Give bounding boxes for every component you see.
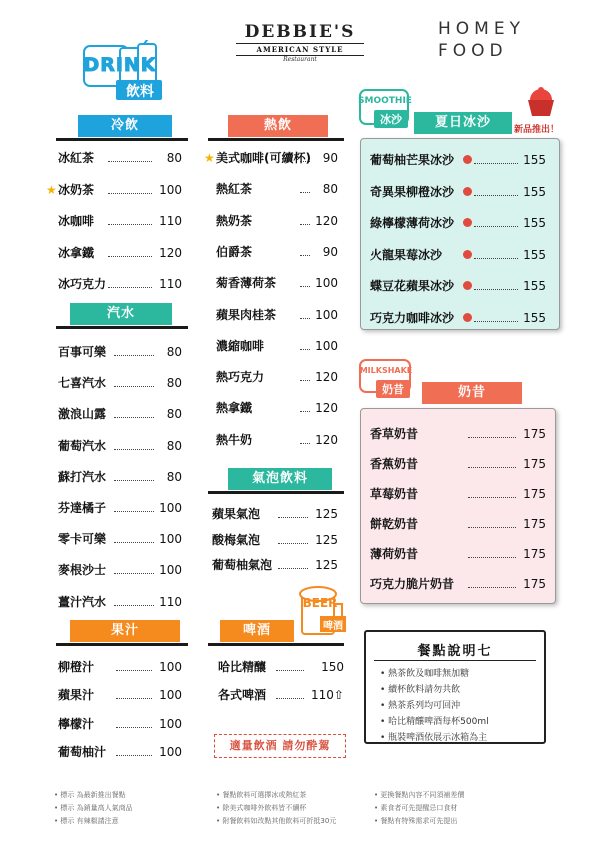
footer-note: • 附餐飲料如改點其他飲料可折抵30元	[216, 817, 337, 825]
divider	[56, 643, 188, 646]
section-smoothie-header: 夏日冰沙	[414, 112, 512, 134]
leader-dots	[116, 670, 152, 671]
menu-item-row	[58, 148, 182, 168]
menu-item-row	[216, 398, 338, 418]
menu-item-row	[370, 150, 546, 170]
menu-item-row	[58, 342, 182, 362]
menu-item-row	[58, 685, 182, 705]
leader-dots	[474, 289, 518, 290]
menu-item-price: 80	[166, 469, 182, 484]
menu-item-name: 美式咖啡(可續杯)	[216, 151, 311, 165]
leader-dots	[114, 542, 154, 543]
leader-dots	[468, 557, 516, 558]
menu-item-price: 110⇧	[311, 688, 344, 702]
menu-item-name: 酸梅氣泡	[212, 532, 261, 547]
beer-logo-cn: 啤酒	[323, 621, 343, 632]
menu-item-name: 七喜汽水	[58, 376, 107, 391]
menu-item-row	[370, 544, 546, 564]
menu-item-price: 110	[159, 277, 182, 291]
milkshake-logo	[356, 346, 416, 402]
leader-dots	[108, 224, 152, 225]
menu-item-row	[58, 657, 182, 677]
footer-note: • 標示 有辣椒請注意	[54, 817, 119, 825]
menu-item-name: 蘇打汽水	[58, 469, 107, 484]
milkshake-logo-text: MILKSHAKE	[359, 366, 413, 375]
menu-item-row	[370, 182, 546, 202]
footer-note: • 標示 為最新推出餐點	[54, 791, 126, 799]
menu-item-row	[370, 213, 546, 233]
menu-item-price: 100	[159, 182, 182, 197]
menu-item-row	[58, 592, 182, 612]
menu-item-price: 80	[322, 182, 338, 197]
menu-item-price: 150	[321, 660, 344, 674]
menu-item-row	[370, 484, 546, 504]
leader-dots	[278, 517, 308, 518]
menu-item-row	[212, 504, 338, 524]
menu-item-price: 100	[315, 307, 338, 322]
menu-item-price: 90	[322, 151, 338, 165]
homey-line1: HOMEY	[438, 19, 525, 39]
leader-dots	[300, 380, 310, 381]
leader-dots	[474, 321, 518, 322]
leader-dots	[300, 411, 310, 412]
menu-item-price: 100	[159, 744, 182, 759]
menu-item-row	[216, 179, 338, 199]
menu-item-price: 80	[166, 376, 182, 391]
drink-logo	[80, 40, 168, 104]
menu-item-price: 80	[166, 345, 182, 359]
menu-item-name: 冰咖啡	[58, 214, 95, 228]
menu-item-row	[216, 367, 338, 387]
menu-item-price: 100	[159, 501, 182, 515]
menu-item-row	[58, 467, 182, 487]
leader-dots	[114, 573, 154, 574]
menu-item-price: 175	[523, 517, 546, 531]
menu-item-row	[370, 574, 546, 594]
menu-item-row	[370, 308, 546, 328]
leader-dots	[116, 755, 152, 756]
note-item: • 續杯飲料請勿共飲	[380, 685, 461, 695]
leader-dots	[116, 727, 152, 728]
divider	[208, 643, 344, 646]
menu-item-name: 蝶豆花蘋果冰沙	[370, 279, 455, 293]
menu-item-price: 155	[523, 153, 546, 167]
leader-dots	[474, 163, 518, 164]
menu-item-row	[58, 529, 182, 549]
menu-item-price: 155	[523, 184, 546, 199]
divider	[374, 660, 536, 661]
menu-item-price: 175	[523, 487, 546, 501]
menu-item-price: 155	[523, 310, 546, 325]
menu-item-name: 葡萄柚汁	[58, 744, 107, 759]
menu-item-price: 120	[159, 245, 182, 260]
drink-logo-text: DRINK	[83, 54, 157, 76]
leader-dots	[474, 258, 518, 259]
new-badge-icon	[463, 250, 472, 259]
menu-item-row	[58, 498, 182, 518]
leader-dots	[468, 527, 516, 528]
menu-item-name: 葡萄柚氣泡	[212, 558, 273, 572]
menu-item-price: 110	[159, 594, 182, 609]
menu-item-price: 100	[315, 338, 338, 353]
new-badge-icon	[463, 187, 472, 196]
new-badge-icon	[463, 155, 472, 164]
drink-responsibly-warning: 適量飲酒 請勿酔駕	[214, 734, 346, 758]
leader-dots	[468, 467, 516, 468]
menu-item-price: 100	[159, 532, 182, 547]
menu-item-row	[58, 274, 182, 294]
menu-item-price: 110	[159, 214, 182, 228]
menu-item-name: 檸檬汁	[58, 716, 95, 731]
menu-item-name: 葡萄汽水	[58, 438, 107, 453]
new-item-label: 新品推出！	[514, 125, 560, 135]
menu-item-name: 蘋果汁	[58, 688, 95, 703]
brand-subtitle: AMERICAN STYLE	[236, 43, 364, 56]
leader-dots	[300, 318, 310, 319]
menu-item-row	[370, 276, 546, 296]
menu-item-price: 100	[315, 276, 338, 291]
leader-dots	[108, 161, 152, 162]
menu-item-name: 蘋果肉桂茶	[216, 307, 277, 322]
leader-dots	[108, 193, 152, 194]
menu-item-price: 125	[315, 507, 338, 521]
menu-item-name: 冰拿鐵	[58, 245, 95, 260]
leader-dots	[300, 224, 310, 225]
menu-item-name: 薄荷奶昔	[370, 547, 419, 561]
milkshake-logo-cn: 奶昔	[382, 383, 404, 396]
leader-dots	[300, 443, 310, 444]
menu-item-row	[58, 436, 182, 456]
menu-item-name: 各式啤酒	[218, 688, 267, 702]
beer-logo	[296, 584, 348, 638]
menu-item-price: 90	[322, 244, 338, 259]
note-item: • 熱茶飲及咖啡無加糖	[380, 669, 470, 679]
menu-item-price: 120	[315, 370, 338, 385]
notes-box	[364, 630, 546, 744]
menu-item-row	[58, 404, 182, 424]
menu-item-name: 熱牛奶	[216, 432, 253, 447]
menu-item-name: 綠檸檬薄荷冰沙	[370, 216, 455, 230]
star-icon: ★	[46, 182, 57, 197]
leader-dots	[300, 161, 310, 162]
leader-dots	[300, 286, 310, 287]
menu-item-price: 155	[523, 216, 546, 230]
menu-item-row	[370, 245, 546, 265]
menu-item-row	[218, 685, 344, 705]
leader-dots	[278, 568, 308, 569]
menu-item-row	[216, 211, 338, 231]
menu-item-price: 155	[523, 279, 546, 293]
brand-logo	[226, 22, 374, 63]
smoothie-logo-cn: 冰沙	[380, 113, 402, 126]
menu-item-row	[58, 714, 182, 734]
leader-dots	[108, 256, 152, 257]
menu-item-name: 熱巧克力	[216, 370, 265, 385]
menu-item-row	[370, 514, 546, 534]
menu-item-price: 125	[315, 532, 338, 547]
menu-item-name: 巧克力咖啡冰沙	[370, 310, 455, 325]
menu-item-name: 香草奶昔	[370, 427, 419, 441]
menu-item-name: 零卡可樂	[58, 532, 107, 547]
footer-note: • 更換餐點內容不同須補差價	[374, 791, 465, 799]
menu-item-name: 芬達橘子	[58, 501, 107, 515]
menu-item-row	[204, 148, 338, 168]
menu-item-row	[58, 742, 182, 762]
section-milkshake-header: 奶昔	[422, 382, 522, 404]
section-hot-header: 熱飲	[228, 115, 328, 137]
leader-dots	[468, 437, 516, 438]
new-badge-icon	[463, 281, 472, 290]
menu-item-row	[370, 454, 546, 474]
menu-item-row	[212, 555, 338, 575]
brand-tagline: Restaurant	[283, 56, 317, 63]
homey-food-logo	[438, 18, 546, 62]
menu-item-price: 155	[523, 247, 546, 262]
menu-item-name: 柳橙汁	[58, 660, 95, 674]
menu-item-name: 巧克力脆片奶昔	[370, 577, 455, 591]
menu-item-name: 香蕉奶昔	[370, 457, 419, 471]
leader-dots	[114, 605, 154, 606]
menu-item-price: 175	[523, 547, 546, 561]
menu-item-price: 80	[166, 151, 182, 165]
section-cold-header: 冷飲	[78, 115, 172, 137]
footer-note: • 餐點飲料可選擇冰或熱紅茶	[216, 791, 307, 799]
note-item: • 哈比精釀啤酒每杯500ml	[380, 717, 489, 727]
menu-item-row	[58, 243, 182, 263]
menu-item-price: 120	[315, 213, 338, 228]
leader-dots	[300, 192, 310, 193]
menu-item-row	[216, 273, 338, 293]
leader-dots	[114, 449, 154, 450]
divider	[56, 138, 188, 141]
leader-dots	[300, 349, 310, 350]
menu-item-name: 葡萄柚芒果冰沙	[370, 153, 455, 167]
menu-item-name: 熱奶茶	[216, 213, 253, 228]
menu-item-name: 哈比精釀	[218, 660, 267, 674]
menu-item-price: 120	[315, 401, 338, 416]
menu-item-row	[370, 424, 546, 444]
leader-dots	[114, 480, 154, 481]
beer-logo-text: BEER	[302, 596, 338, 610]
leader-dots	[278, 543, 308, 544]
footer-note: • 餐點有特殊需求可先提出	[374, 817, 458, 825]
star-icon: ★	[204, 151, 215, 165]
leader-dots	[114, 417, 154, 418]
menu-item-name: 濃縮咖啡	[216, 338, 265, 353]
menu-item-price: 125	[315, 558, 338, 572]
notes-title: 餐點說明七	[417, 644, 493, 659]
menu-item-name: 冰巧克力	[58, 277, 107, 291]
menu-item-name: 餅乾奶昔	[370, 517, 419, 531]
menu-item-row	[216, 430, 338, 450]
new-badge-icon	[463, 313, 472, 322]
menu-item-price: 175	[523, 427, 546, 441]
footer-note: • 素食者可先提醒忌口食材	[374, 804, 458, 812]
new-badge-icon	[463, 218, 472, 227]
section-soda-header: 汽水	[70, 303, 172, 325]
leader-dots	[116, 698, 152, 699]
menu-item-price: 100	[159, 716, 182, 731]
leader-dots	[276, 670, 304, 671]
section-beer-header: 啤酒	[220, 620, 294, 642]
leader-dots	[300, 255, 310, 256]
leader-dots	[114, 355, 154, 356]
menu-item-row	[46, 180, 182, 200]
leader-dots	[108, 287, 152, 288]
menu-item-name: 火龍果莓冰沙	[370, 247, 443, 262]
smoothie-logo	[356, 80, 414, 132]
leader-dots	[114, 386, 154, 387]
menu-item-row	[216, 242, 338, 262]
menu-item-price: 100	[159, 688, 182, 703]
menu-item-row	[212, 530, 338, 550]
drink-logo-cn: 飲料	[126, 84, 154, 100]
leader-dots	[468, 587, 516, 588]
menu-item-name: 冰奶茶	[58, 182, 95, 197]
leader-dots	[276, 698, 304, 699]
menu-item-row	[58, 211, 182, 231]
leader-dots	[474, 195, 518, 196]
menu-item-price: 175	[523, 457, 546, 471]
menu-item-name: 奇異果柳橙冰沙	[370, 184, 455, 199]
menu-item-name: 草莓奶昔	[370, 487, 419, 501]
menu-item-name: 熱拿鐵	[216, 401, 253, 416]
leader-dots	[114, 511, 154, 512]
menu-item-name: 菊香薄荷茶	[216, 276, 277, 291]
menu-item-name: 蘋果氣泡	[212, 507, 261, 521]
menu-item-name: 百事可樂	[58, 345, 107, 359]
menu-item-row	[216, 305, 338, 325]
menu-item-row	[58, 560, 182, 580]
brand-name: DEBBIE'S	[244, 22, 356, 42]
homey-line2: FOOD	[438, 41, 508, 61]
divider	[208, 491, 344, 494]
menu-item-name: 激浪山露	[58, 407, 107, 422]
menu-item-price: 175	[523, 577, 546, 591]
menu-item-name: 麥根沙士	[58, 563, 107, 578]
section-juice-header: 果汁	[70, 620, 180, 642]
menu-item-row	[216, 336, 338, 356]
footer-note: • 除美式咖啡外飲料皆不續杯	[216, 804, 307, 812]
menu-item-price: 100	[159, 563, 182, 578]
leader-dots	[468, 497, 516, 498]
menu-item-price: 100	[159, 660, 182, 674]
leader-dots	[474, 226, 518, 227]
menu-item-name: 薑汁汽水	[58, 594, 107, 609]
menu-item-price: 80	[166, 438, 182, 453]
ice-cream-icon	[520, 84, 562, 118]
menu-item-name: 熱紅茶	[216, 182, 253, 197]
menu-item-row	[218, 657, 344, 677]
menu-item-row	[58, 373, 182, 393]
menu-item-price: 80	[166, 407, 182, 422]
divider	[56, 326, 188, 329]
smoothie-logo-text: SMOOTHIE	[358, 96, 412, 106]
menu-item-name: 伯爵茶	[216, 244, 253, 259]
menu-item-name: 冰紅茶	[58, 151, 95, 165]
divider	[208, 138, 344, 141]
note-item: • 瓶裝啤酒依展示冰箱為主	[380, 733, 488, 743]
note-item: • 熱茶系列均可回沖	[380, 701, 461, 711]
menu-item-price: 120	[315, 432, 338, 447]
footer-note: • 標示 為銷量高人氣商品	[54, 804, 133, 812]
section-sparkling-header: 氣泡飲料	[228, 468, 332, 490]
